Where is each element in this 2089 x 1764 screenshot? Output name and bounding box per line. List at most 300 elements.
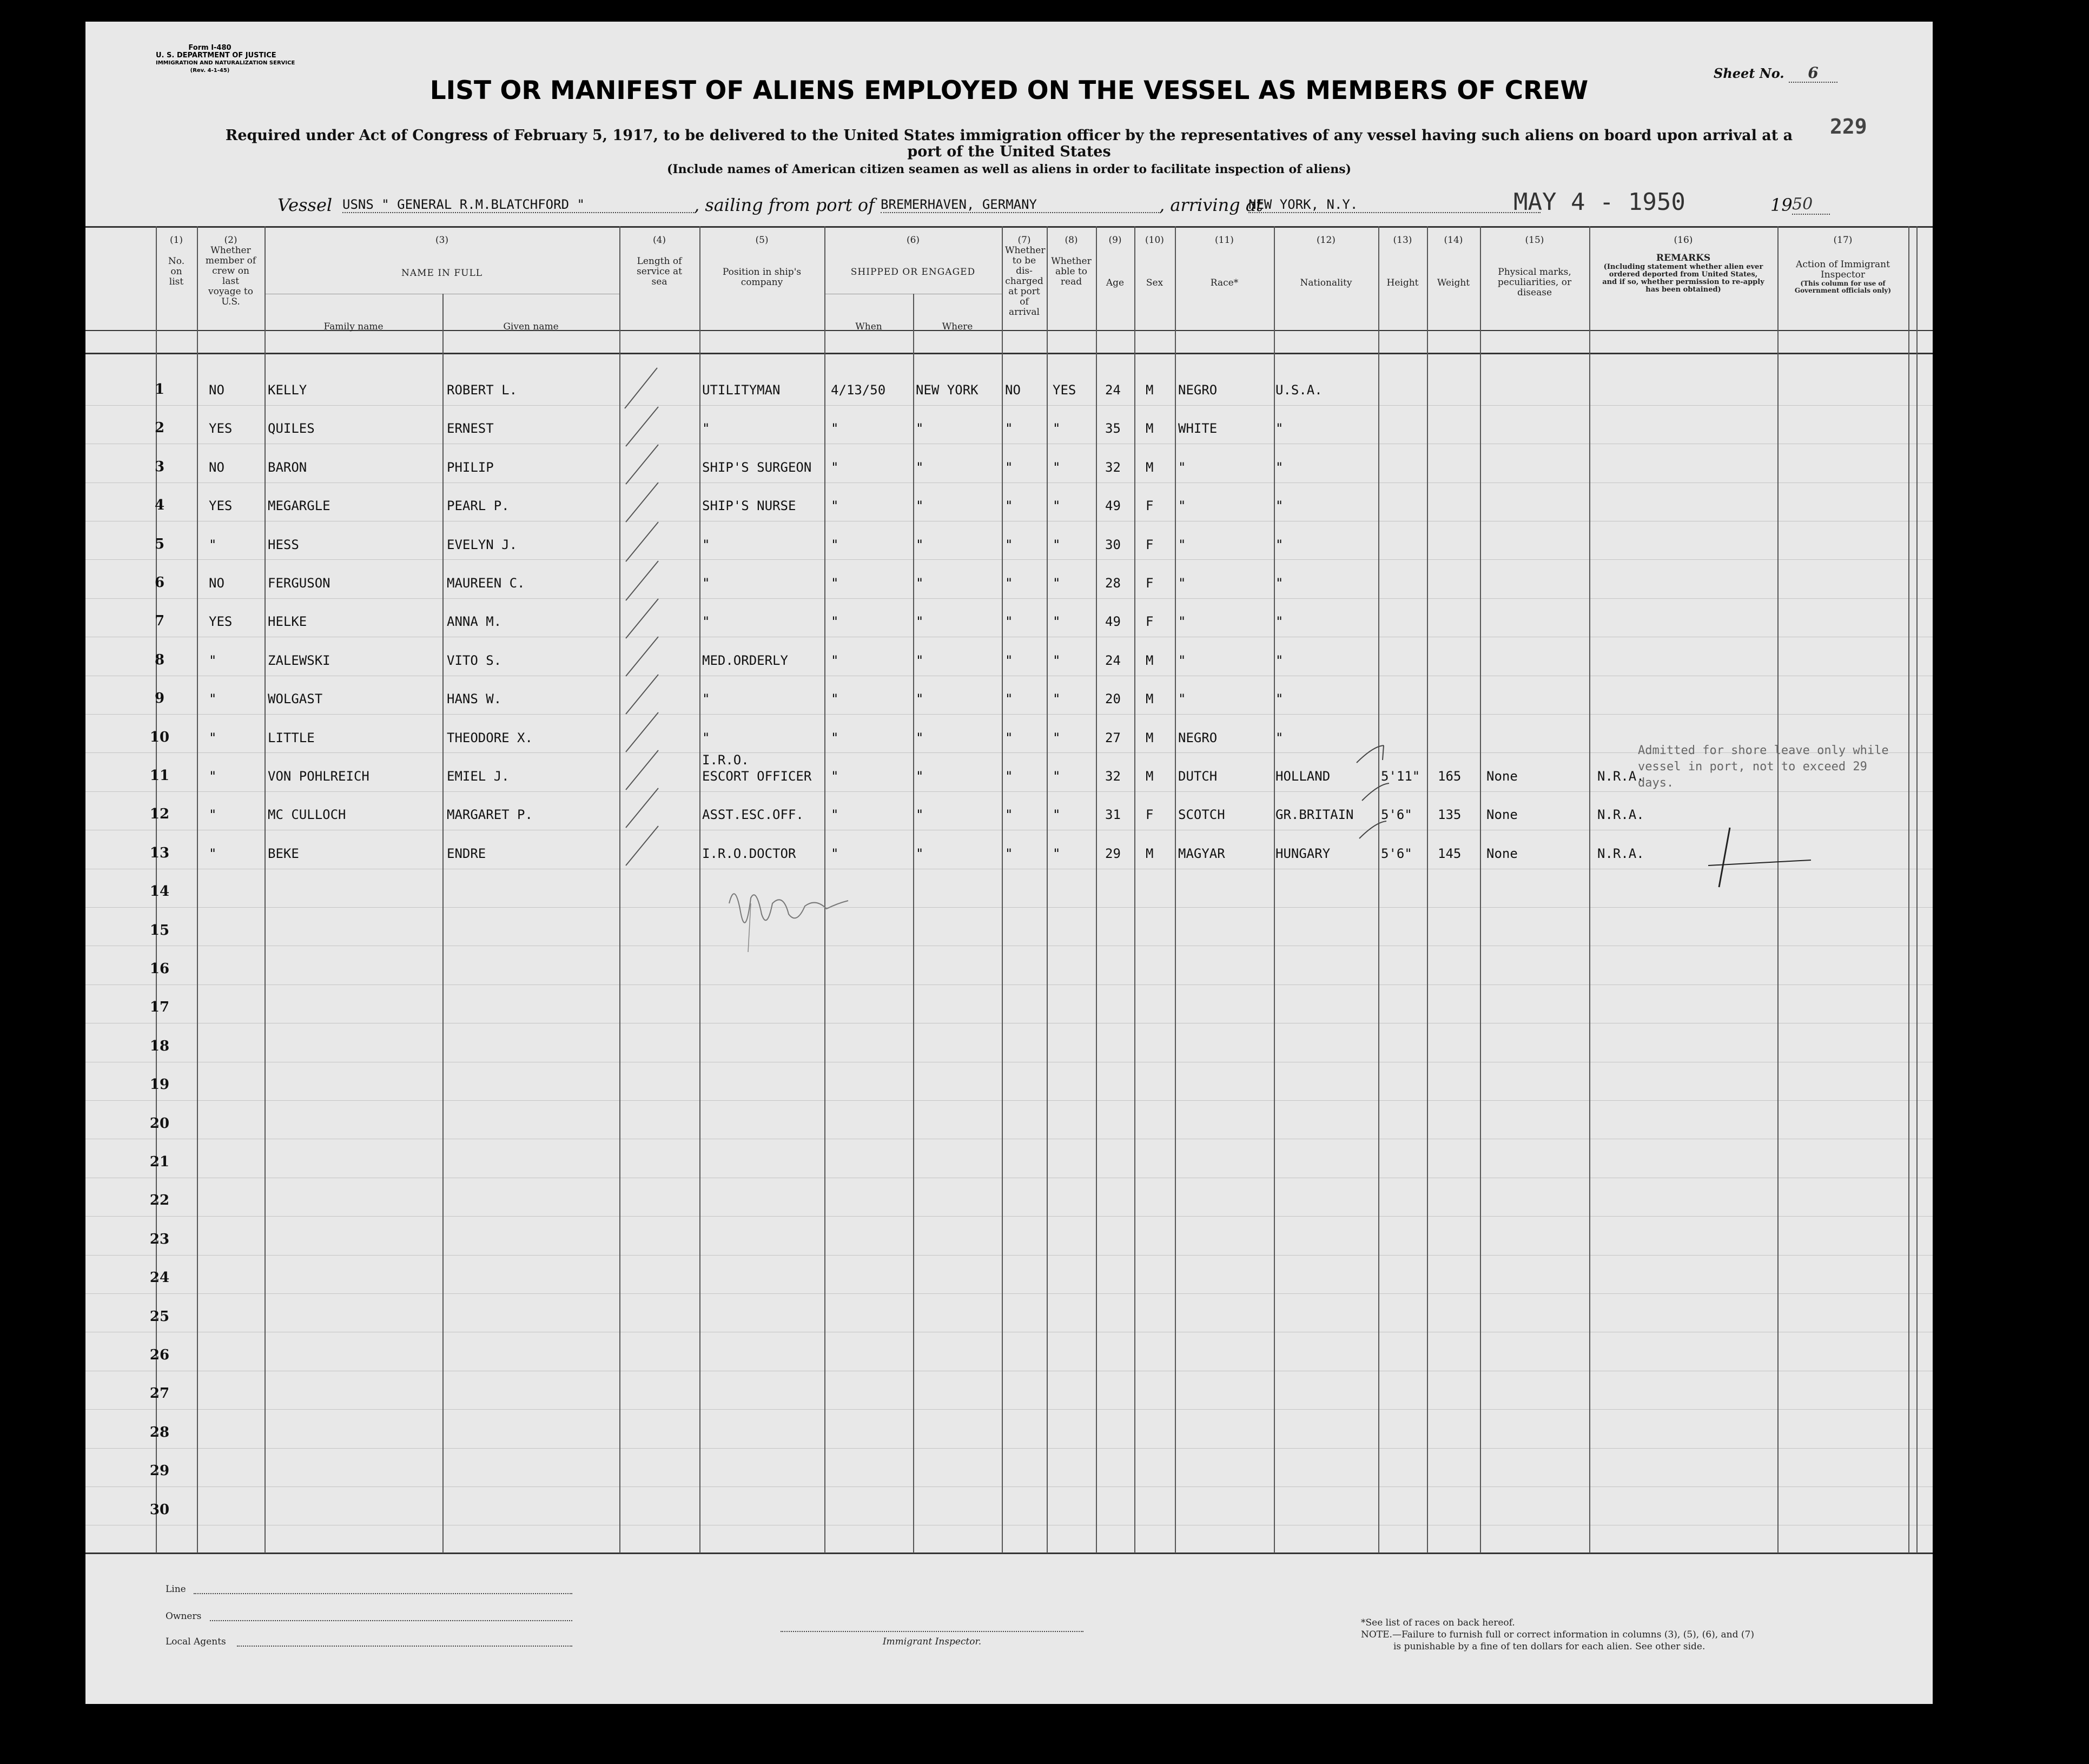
shipped-when-cell: " bbox=[831, 459, 839, 475]
prev-voyage-cell: " bbox=[209, 730, 217, 745]
able-to-read-cell: " bbox=[1053, 845, 1061, 861]
col-2-header bbox=[197, 235, 265, 307]
row-number: 28 bbox=[149, 1424, 170, 1441]
nationality-cell: " bbox=[1275, 576, 1284, 591]
position-cell: " bbox=[702, 576, 710, 591]
subtitle-port: port of the United States bbox=[907, 143, 1111, 160]
prev-voyage-cell: " bbox=[209, 652, 217, 668]
shipped-when-cell: " bbox=[831, 730, 839, 745]
given-name-cell: PHILIP bbox=[447, 459, 494, 475]
column-rule bbox=[1002, 226, 1003, 1553]
race-cell: MAGYAR bbox=[1178, 845, 1225, 861]
nationality-cell: " bbox=[1275, 614, 1284, 630]
col-8-num: (8) bbox=[1065, 235, 1078, 246]
position-cell: " bbox=[702, 691, 710, 707]
prev-voyage-cell: NO bbox=[209, 459, 224, 475]
col-14-label: Weight bbox=[1437, 278, 1470, 288]
discharged-cell: " bbox=[1005, 576, 1013, 591]
check-mark bbox=[626, 561, 658, 600]
shipped-where-cell: " bbox=[916, 421, 924, 437]
sheet-number: 6 bbox=[1789, 64, 1837, 83]
col-15-header bbox=[1480, 235, 1589, 298]
col-5-label: Position in ship's company bbox=[722, 267, 802, 288]
given-name-cell: HANS W. bbox=[447, 691, 502, 707]
race-cell: NEGRO bbox=[1178, 730, 1218, 745]
column-rule bbox=[197, 226, 198, 1553]
row-number: 26 bbox=[149, 1347, 170, 1363]
nationality-cell: " bbox=[1275, 421, 1284, 437]
col-11-header bbox=[1175, 235, 1274, 288]
col-15-num: (15) bbox=[1525, 235, 1544, 246]
table-top-rule bbox=[85, 226, 1933, 228]
year-value: 50 bbox=[1792, 195, 1830, 215]
row-number: 18 bbox=[149, 1038, 170, 1054]
nationality-cell: " bbox=[1275, 537, 1284, 552]
physical-marks-cell: None bbox=[1486, 845, 1518, 861]
family-name-cell: HELKE bbox=[268, 614, 307, 630]
col-12-header bbox=[1274, 235, 1378, 288]
prev-voyage-cell: NO bbox=[209, 576, 224, 591]
age-cell: 29 bbox=[1105, 845, 1121, 861]
col-3-label: NAME IN FULL bbox=[401, 268, 483, 279]
check-mark bbox=[626, 522, 658, 561]
discharged-cell: " bbox=[1005, 730, 1013, 745]
given-name-cell: ROBERT L. bbox=[447, 382, 518, 398]
col-11-num: (11) bbox=[1215, 235, 1234, 246]
col-4-label: Length of service at sea bbox=[637, 256, 682, 287]
col-7-num: (7) bbox=[1017, 235, 1031, 246]
column-rule bbox=[1916, 226, 1918, 1553]
discharged-cell: " bbox=[1005, 769, 1013, 784]
shipped-where-cell: " bbox=[916, 845, 924, 861]
race-cell: SCOTCH bbox=[1178, 807, 1225, 823]
position-cell: ASST.ESC.OFF. bbox=[702, 807, 804, 823]
age-cell: 49 bbox=[1105, 498, 1121, 514]
race-cell: " bbox=[1178, 498, 1186, 514]
row-number: 12 bbox=[149, 806, 170, 823]
able-to-read-cell: " bbox=[1053, 421, 1061, 437]
sex-cell: F bbox=[1146, 576, 1154, 591]
subtitle-include: (Include names of American citizen seamen as well as aliens in order to facilitate inspection of aliens) bbox=[666, 162, 1352, 176]
family-name-cell: LITTLE bbox=[268, 730, 315, 745]
shipped-where-header: Where bbox=[942, 321, 973, 332]
row-number: 9 bbox=[154, 690, 165, 707]
form-number: Form I-480 bbox=[188, 44, 232, 52]
row-number: 10 bbox=[149, 729, 170, 745]
position-cell: UTILITYMAN bbox=[702, 382, 781, 398]
row-rule bbox=[85, 1486, 1933, 1487]
family-name-cell: KELLY bbox=[268, 382, 307, 398]
punch-hole bbox=[43, 1159, 75, 1186]
nationality-cell: U.S.A. bbox=[1275, 382, 1323, 398]
race-cell: " bbox=[1178, 459, 1186, 475]
column-rule bbox=[1589, 226, 1590, 1553]
check-mark bbox=[1357, 745, 1384, 763]
row-rule bbox=[85, 405, 1933, 406]
col-17-header bbox=[1777, 235, 1908, 294]
weight-cell: 135 bbox=[1438, 807, 1462, 823]
col-10-header bbox=[1134, 235, 1175, 288]
col-7-label: Whether to be dis-charged at port of arrival bbox=[1005, 245, 1046, 318]
discharged-cell: " bbox=[1005, 459, 1013, 475]
physical-marks-cell: None bbox=[1486, 769, 1518, 784]
row-rule bbox=[85, 907, 1933, 908]
discharged-cell: NO bbox=[1005, 382, 1021, 398]
shipped-when-cell: " bbox=[831, 576, 839, 591]
col-6-label: SHIPPED OR ENGAGED bbox=[850, 267, 976, 278]
col-16-header bbox=[1589, 235, 1777, 294]
col-4-header bbox=[619, 235, 699, 287]
height-cell: 5'6" bbox=[1381, 807, 1412, 823]
row-number: 16 bbox=[149, 961, 170, 977]
check-mark bbox=[626, 750, 658, 790]
sailing-label: , sailing from port of bbox=[694, 195, 875, 215]
stamped-page-number: 229 bbox=[1830, 115, 1867, 138]
check-mark bbox=[626, 675, 658, 714]
sheet-label: Sheet No. bbox=[1714, 65, 1784, 81]
col-17-note: (This column for use of Government officials only) bbox=[1794, 280, 1892, 294]
col-4-num: (4) bbox=[652, 235, 666, 246]
discharged-cell: " bbox=[1005, 421, 1013, 437]
column-rule bbox=[265, 226, 266, 1553]
col-2-label: Whether member of crew on last voyage to U.S. bbox=[205, 245, 256, 307]
row-number: 11 bbox=[149, 768, 170, 784]
manifest-sheet bbox=[85, 22, 1933, 1704]
table-bottom-rule bbox=[85, 1552, 1933, 1554]
position-cell: " bbox=[702, 421, 710, 437]
age-cell: 24 bbox=[1105, 652, 1121, 668]
form-rev: (Rev. 4-1-45) bbox=[190, 68, 230, 74]
sex-cell: M bbox=[1146, 730, 1154, 745]
check-mark bbox=[1383, 745, 1384, 760]
col-11-label: Race* bbox=[1210, 278, 1239, 288]
row-number: 23 bbox=[149, 1231, 170, 1247]
col-16-num: (16) bbox=[1674, 235, 1693, 246]
check-mark bbox=[626, 445, 658, 484]
col-13-num: (13) bbox=[1393, 235, 1412, 246]
age-cell: 28 bbox=[1105, 576, 1121, 591]
row-rule bbox=[85, 1409, 1933, 1410]
row-number: 30 bbox=[149, 1501, 170, 1518]
inspector-label: Immigrant Inspector. bbox=[882, 1636, 982, 1647]
shipped-where-cell: " bbox=[916, 576, 924, 591]
row-number: 8 bbox=[154, 651, 165, 668]
inspector-mark bbox=[1708, 822, 1816, 898]
col-3-header bbox=[265, 235, 619, 279]
col-6-num: (6) bbox=[906, 235, 920, 246]
discharged-cell: " bbox=[1005, 652, 1013, 668]
row-number: 5 bbox=[154, 536, 165, 552]
inspector-field bbox=[781, 1631, 1083, 1632]
able-to-read-cell: " bbox=[1053, 459, 1061, 475]
prev-voyage-cell: YES bbox=[209, 421, 233, 437]
height-cell: 5'6" bbox=[1381, 845, 1412, 861]
prev-voyage-cell: " bbox=[209, 769, 217, 784]
race-cell: " bbox=[1178, 537, 1186, 552]
col-14-num: (14) bbox=[1444, 235, 1463, 246]
sex-cell: F bbox=[1146, 807, 1154, 823]
weight-cell: 145 bbox=[1438, 845, 1462, 861]
shipped-where-cell: " bbox=[916, 807, 924, 823]
column-rule bbox=[913, 294, 914, 1553]
given-name-cell: EMIEL J. bbox=[447, 769, 510, 784]
shipped-when-cell: " bbox=[831, 537, 839, 552]
col-2-num: (2) bbox=[224, 235, 237, 246]
discharged-cell: " bbox=[1005, 614, 1013, 630]
col-12-label: Nationality bbox=[1300, 278, 1352, 288]
owners-field bbox=[210, 1620, 572, 1621]
punch-hole bbox=[43, 600, 75, 627]
col-16-note: (Including statement whether alien ever ordered deported from United States, and if so, whether permission to re-apply has been obtained) bbox=[1602, 263, 1764, 294]
row-number: 25 bbox=[149, 1308, 170, 1325]
able-to-read-cell: " bbox=[1053, 498, 1061, 514]
prev-voyage-cell: NO bbox=[209, 382, 224, 398]
row-number: 13 bbox=[149, 844, 170, 861]
date-stamp: MAY 4 - 1950 bbox=[1513, 188, 1685, 216]
nationality-cell: HUNGARY bbox=[1275, 845, 1331, 861]
race-cell: " bbox=[1178, 652, 1186, 668]
age-cell: 30 bbox=[1105, 537, 1121, 552]
line-label: Line bbox=[166, 1584, 186, 1595]
nationality-cell: GR.BRITAIN bbox=[1275, 807, 1354, 823]
nationality-cell: HOLLAND bbox=[1275, 769, 1331, 784]
col-10-num: (10) bbox=[1145, 235, 1164, 246]
given-name-cell: MARGARET P. bbox=[447, 807, 533, 823]
able-to-read-cell: " bbox=[1053, 576, 1061, 591]
col-5-header bbox=[699, 235, 824, 288]
remarks-cell: N.R.A. bbox=[1597, 769, 1644, 784]
weight-cell: 165 bbox=[1438, 769, 1462, 784]
column-rule bbox=[1480, 226, 1481, 1553]
check-mark bbox=[626, 712, 658, 752]
prev-voyage-cell: YES bbox=[209, 498, 233, 514]
shipped-when-cell: 4/13/50 bbox=[831, 382, 886, 398]
check-mark bbox=[626, 407, 658, 446]
col-10-label: Sex bbox=[1146, 278, 1164, 288]
col-16-label: REMARKS bbox=[1656, 253, 1711, 263]
given-name-cell: VITO S. bbox=[447, 652, 502, 668]
age-cell: 31 bbox=[1105, 807, 1121, 823]
shipped-when-cell: " bbox=[831, 845, 839, 861]
line-field bbox=[194, 1593, 572, 1594]
age-cell: 24 bbox=[1105, 382, 1121, 398]
form-id-block bbox=[156, 44, 295, 75]
shipped-where-cell: " bbox=[916, 691, 924, 707]
row-rule bbox=[85, 1448, 1933, 1449]
sex-cell: M bbox=[1146, 382, 1154, 398]
shipped-where-cell: " bbox=[916, 614, 924, 630]
family-name-cell: VON POHLREICH bbox=[268, 769, 369, 784]
handwritten-signature bbox=[718, 876, 859, 963]
position-cell: ESCORT OFFICER bbox=[702, 769, 812, 784]
row-number: 20 bbox=[149, 1115, 170, 1132]
row-rule bbox=[85, 714, 1933, 715]
nationality-cell: " bbox=[1275, 652, 1284, 668]
sex-cell: M bbox=[1146, 421, 1154, 437]
position-cell: I.R.O.DOCTOR bbox=[702, 845, 796, 861]
row-rule bbox=[85, 559, 1933, 560]
row-number: 15 bbox=[149, 922, 170, 939]
row-number: 7 bbox=[154, 613, 165, 630]
physical-marks-cell: None bbox=[1486, 807, 1518, 823]
arriving-label: , arriving at bbox=[1159, 195, 1263, 215]
column-rule bbox=[1908, 226, 1909, 1553]
sailing-port: BREMERHAVEN, GERMANY bbox=[881, 197, 1159, 213]
family-name-cell: MEGARGLE bbox=[268, 498, 330, 514]
shipped-where-cell: " bbox=[916, 459, 924, 475]
check-mark bbox=[626, 788, 658, 828]
able-to-read-cell: " bbox=[1053, 614, 1061, 630]
age-cell: 32 bbox=[1105, 459, 1121, 475]
sex-cell: M bbox=[1146, 691, 1154, 707]
shipped-where-cell: NEW YORK bbox=[916, 382, 979, 398]
family-name-cell: BARON bbox=[268, 459, 307, 475]
header-bottom-rule bbox=[85, 353, 1933, 354]
col-15-label: Physical marks, peculiarities, or disease bbox=[1497, 267, 1572, 298]
shipped-when-cell: " bbox=[831, 691, 839, 707]
col-14-header bbox=[1427, 235, 1480, 288]
sex-cell: F bbox=[1146, 498, 1154, 514]
race-cell: " bbox=[1178, 576, 1186, 591]
given-name-cell: MAUREEN C. bbox=[447, 576, 525, 591]
col-8-header bbox=[1047, 235, 1096, 287]
shipped-when-cell: " bbox=[831, 614, 839, 630]
punch-hole bbox=[43, 175, 75, 202]
family-name-cell: MC CULLOCH bbox=[268, 807, 346, 823]
check-mark bbox=[626, 826, 658, 866]
shipped-where-cell: " bbox=[916, 652, 924, 668]
discharged-cell: " bbox=[1005, 845, 1013, 861]
sex-cell: M bbox=[1146, 769, 1154, 784]
row-rule bbox=[85, 1293, 1933, 1294]
discharged-cell: " bbox=[1005, 691, 1013, 707]
failure-note: NOTE.—Failure to furnish full or correct information in columns (3), (5), (6), and (7) bbox=[1361, 1629, 1754, 1640]
column-rule bbox=[1274, 226, 1275, 1553]
race-cell: " bbox=[1178, 614, 1186, 630]
age-cell: 27 bbox=[1105, 730, 1121, 745]
arriving-port: NEW YORK, N.Y. bbox=[1248, 197, 1541, 213]
col-17-num: (17) bbox=[1833, 235, 1853, 246]
given-name-cell: THEODORE X. bbox=[447, 730, 533, 745]
nationality-cell: " bbox=[1275, 498, 1284, 514]
check-mark bbox=[626, 599, 658, 638]
given-name-header: Given name bbox=[503, 321, 559, 332]
age-cell: 20 bbox=[1105, 691, 1121, 707]
nationality-cell: " bbox=[1275, 691, 1284, 707]
remarks-cell: N.R.A. bbox=[1597, 845, 1644, 861]
shipped-where-cell: " bbox=[916, 498, 924, 514]
family-name-cell: HESS bbox=[268, 537, 299, 552]
shipped-when-cell: " bbox=[831, 652, 839, 668]
col-1-label: No. on list bbox=[168, 256, 185, 287]
punch-hole bbox=[43, 1078, 75, 1105]
given-name-cell: EVELYN J. bbox=[447, 537, 518, 552]
family-name-cell: WOLGAST bbox=[268, 691, 323, 707]
row-rule bbox=[85, 1255, 1933, 1256]
col-3-num: (3) bbox=[435, 235, 449, 246]
sex-cell: M bbox=[1146, 459, 1154, 475]
position-cell: " bbox=[702, 614, 710, 630]
nationality-cell: " bbox=[1275, 459, 1284, 475]
punch-hole bbox=[43, 1489, 75, 1516]
given-name-cell: ENDRE bbox=[447, 845, 486, 861]
column-rule bbox=[699, 226, 700, 1553]
column-rule bbox=[1378, 226, 1379, 1553]
position-cell: SHIP'S SURGEON bbox=[702, 459, 812, 475]
row-number: 27 bbox=[149, 1385, 170, 1402]
row-number: 2 bbox=[154, 420, 165, 437]
able-to-read-cell: " bbox=[1053, 807, 1061, 823]
row-number: 24 bbox=[149, 1270, 170, 1286]
prev-voyage-cell: " bbox=[209, 845, 217, 861]
col-12-num: (12) bbox=[1317, 235, 1336, 246]
row-number: 17 bbox=[149, 999, 170, 1016]
punch-hole bbox=[43, 259, 75, 286]
prev-voyage-cell: " bbox=[209, 807, 217, 823]
shipped-when-cell: " bbox=[831, 807, 839, 823]
discharged-cell: " bbox=[1005, 498, 1013, 514]
shipped-when-cell: " bbox=[831, 421, 839, 437]
age-cell: 49 bbox=[1105, 614, 1121, 630]
family-name-cell: BEKE bbox=[268, 845, 299, 861]
check-mark bbox=[1359, 821, 1386, 838]
column-rule bbox=[442, 294, 444, 1553]
sex-cell: F bbox=[1146, 537, 1154, 552]
check-marks bbox=[619, 357, 699, 876]
agents-field bbox=[237, 1646, 572, 1647]
row-number: 22 bbox=[149, 1192, 170, 1209]
able-to-read-cell: YES bbox=[1053, 382, 1076, 398]
family-name-cell: FERGUSON bbox=[268, 576, 330, 591]
able-to-read-cell: " bbox=[1053, 537, 1061, 552]
family-name-header: Family name bbox=[323, 321, 384, 332]
shipped-when-header: When bbox=[855, 321, 882, 332]
col-7-header bbox=[1002, 235, 1047, 318]
able-to-read-cell: " bbox=[1053, 730, 1061, 745]
race-cell: DUTCH bbox=[1178, 769, 1218, 784]
shipped-where-cell: " bbox=[916, 730, 924, 745]
col-1-header bbox=[156, 235, 197, 287]
race-cell: " bbox=[1178, 691, 1186, 707]
col-17-label: Action of Immigrant Inspector bbox=[1796, 259, 1890, 280]
row-rule bbox=[85, 1100, 1933, 1101]
given-name-cell: ANNA M. bbox=[447, 614, 502, 630]
check-mark bbox=[625, 368, 657, 408]
remarks-stamp-note: Admitted for shore leave only while vessel in port, not to exceed 29 days. bbox=[1638, 744, 1889, 790]
shipped-when-cell: " bbox=[831, 769, 839, 784]
owners-label: Owners bbox=[166, 1611, 202, 1622]
able-to-read-cell: " bbox=[1053, 691, 1061, 707]
sex-cell: M bbox=[1146, 845, 1154, 861]
punch-hole bbox=[43, 520, 75, 547]
family-name-cell: QUILES bbox=[268, 421, 315, 437]
shipped-where-cell: " bbox=[916, 769, 924, 784]
col-8-label: Whether able to read bbox=[1051, 256, 1092, 287]
position-cell: MED.ORDERLY bbox=[702, 652, 788, 668]
prev-voyage-cell: " bbox=[209, 537, 217, 552]
form-dept: U. S. DEPARTMENT OF JUSTICE bbox=[156, 51, 276, 60]
vessel-label: Vessel bbox=[277, 195, 333, 215]
races-note: *See list of races on back hereof. bbox=[1361, 1617, 1515, 1628]
col-9-header bbox=[1096, 235, 1134, 288]
column-rule bbox=[1096, 226, 1097, 1553]
discharged-cell: " bbox=[1005, 537, 1013, 552]
check-mark bbox=[1362, 783, 1389, 801]
col-5-num: (5) bbox=[755, 235, 769, 246]
race-cell: NEGRO bbox=[1178, 382, 1218, 398]
given-name-cell: PEARL P. bbox=[447, 498, 510, 514]
col-6-header bbox=[824, 235, 1002, 278]
